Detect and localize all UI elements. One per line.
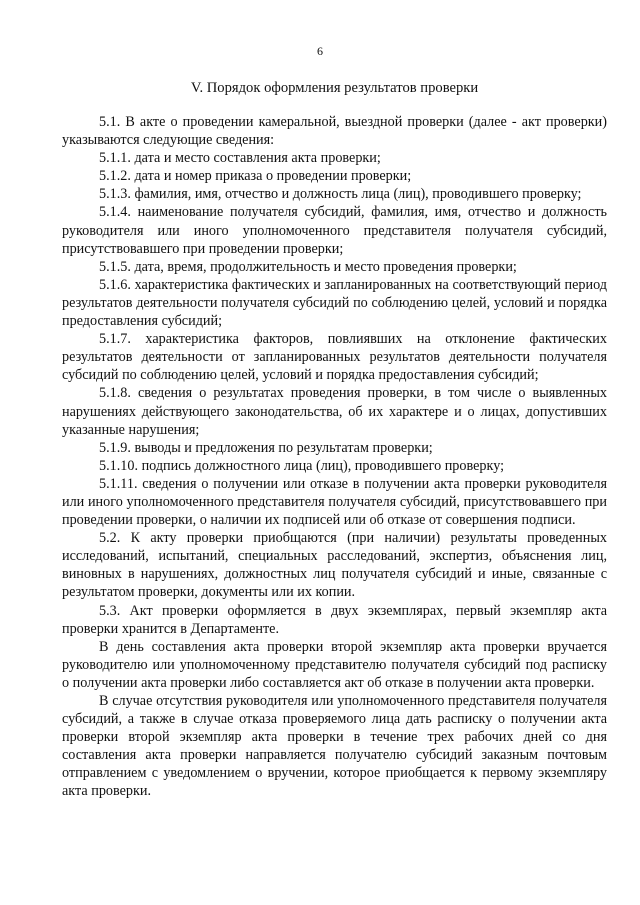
paragraph-5-3: 5.3. Акт проверки оформляется в двух экземплярах, первый экземпляр акта проверки хранится в Департаменте. bbox=[62, 602, 607, 637]
paragraph-5-1: 5.1. В акте о проведении камеральной, выездной проверки (далее - акт проверки) указываются следующие сведения: bbox=[62, 114, 607, 149]
paragraph-mailing: В случае отсутствия руководителя или уполномоченного представителя получателя субсидий, а также в случае отказа проверяемого лица дать расписку о получении акта проверки второй экземпляр акта проверки в течение трех рабочих дней со дня составления акта проверки направляется получателю субсидий заказным почтовым отправлением с уведомлением о вручении, которое приобщается к первому экземпляру акта проверки. bbox=[62, 693, 607, 800]
paragraph-5-2: 5.2. К акту проверки приобщаются (при наличии) результаты проведенных исследований, испытаний, специальных расследований, экспертиз, объяснения лиц, виновных в нарушениях, должностных лиц получателя субсидий и иные, связанные с результатом проверки, документы или их копии. bbox=[62, 530, 607, 601]
section-title: V. Порядок оформления результатов проверки bbox=[190, 80, 479, 96]
paragraph-5-1-1: 5.1.1. дата и место составления акта проверки; bbox=[99, 150, 381, 167]
paragraph-5-1-7: 5.1.7. характеристика факторов, повлиявших на отклонение фактических результатов деятельности от запланированных результатов деятельности получателя субсидий по соблюдению целей, условий и порядка предоставления субсидий; bbox=[62, 331, 607, 384]
page-number: 6 bbox=[317, 44, 323, 58]
paragraph-5-1-8: 5.1.8. сведения о результатах проведения проверки, в том числе о выявленных нарушениях действующего законодательства, об их характере и о лицах, допустивших указанные нарушения; bbox=[62, 385, 607, 438]
paragraph-5-1-11: 5.1.11. сведения о получении или отказе в получении акта проверки руководителя или иного уполномоченного представителя получателя субсидий, присутствовавшего при проведении проверки, о наличии их подписей или об отказе от совершения подписи. bbox=[62, 475, 607, 529]
paragraph-delivery: В день составления акта проверки второй экземпляр акта проверки вручается руководителю или уполномоченному представителю получателя субсидий под расписку о получении акта проверки либо составляется акт об отказе в получении акта проверки. bbox=[62, 638, 607, 691]
paragraph-5-1-4: 5.1.4. наименование получателя субсидий, фамилия, имя, отчество и должность руководителя или иного уполномоченного представителя получателя субсидий, присутствовавшего при проведении проверки; bbox=[62, 204, 607, 257]
paragraph-5-1-5: 5.1.5. дата, время, продолжительность и место проведения проверки; bbox=[99, 258, 517, 275]
paragraph-5-1-2: 5.1.2. дата и номер приказа о проведении проверки; bbox=[99, 168, 412, 185]
paragraph-5-1-10: 5.1.10. подпись должностного лица (лиц), проводившего проверку; bbox=[99, 457, 505, 474]
paragraph-5-1-6: 5.1.6. характеристика фактических и запланированных на соответствующий период результатов деятельности получателя субсидий по соблюдению целей, условий и порядка предоставления субсидий; bbox=[62, 276, 607, 330]
paragraph-5-1-9: 5.1.9. выводы и предложения по результатам проверки; bbox=[99, 439, 433, 456]
paragraph-5-1-3: 5.1.3. фамилия, имя, отчество и должность лица (лиц), проводившего проверку; bbox=[99, 186, 582, 203]
document-body bbox=[62, 113, 607, 801]
